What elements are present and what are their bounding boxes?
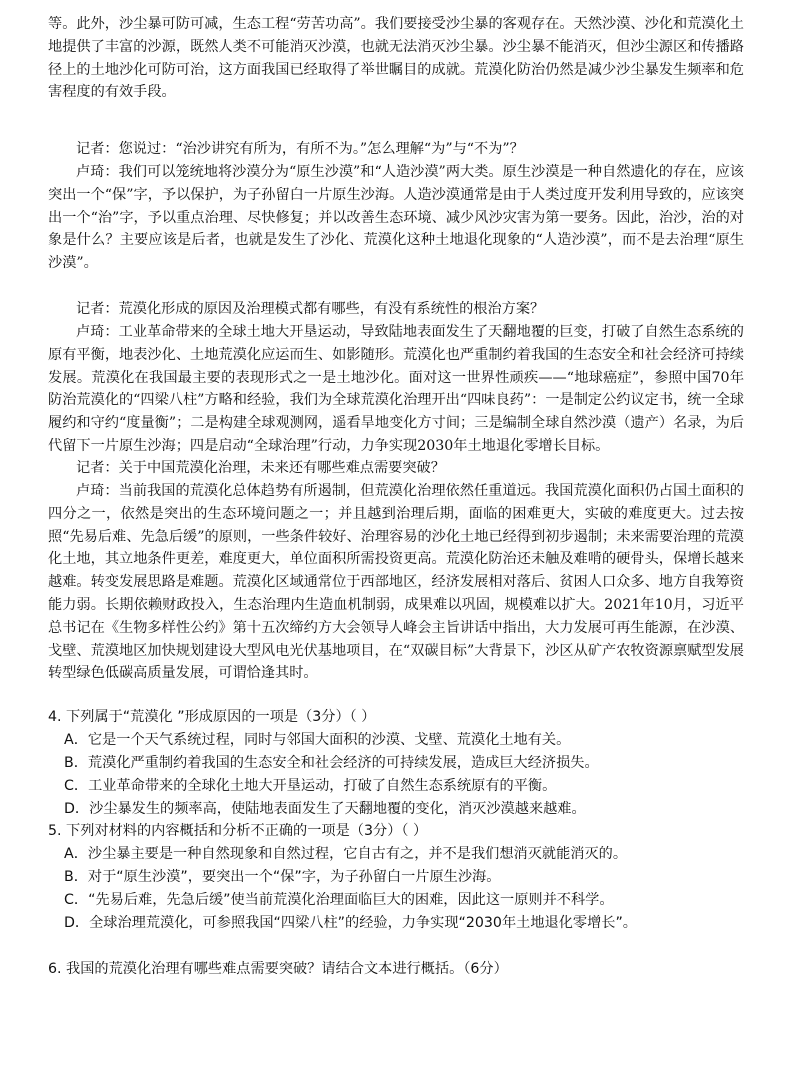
reporter-question-3: 记者：关于中国荒漠化治理，未来还有哪些难点需要突破？	[76, 460, 445, 476]
question-4-option-b[interactable]: B．荒漠化严重制约着我国的生态安全和社会经济的可持续发展，造成巨大经济损失。	[64, 755, 599, 771]
question-4-option-d[interactable]: D．沙尘暴发生的频率高，使陆地表面发生了天翻地覆的变化，消灭沙漠越来越难。	[64, 801, 586, 817]
question-6-stem: 6. 我国的荒漠化治理有哪些难点需要突破？请结合文本进行概括。（6分）	[48, 961, 508, 977]
question-5-option-a[interactable]: A．沙尘暴主要是一种自然现象和自然过程，它自古有之，并不是我们想消灭就能消灭的。	[64, 846, 628, 862]
luqi-answer-1: 卢琦：我们可以笼统地将沙漠分为“原生沙漠”和“人造沙漠”两大类。原生沙漠是一种自然遗化的存在，应该突出一个“保”字，予以保护，为子孙留白一片原生沙海。人造沙漠通常是由于人类过度开发利用导致的，应该突出一个“治”字，予以重点治理、尽快修复；并以改善生态环境、减少风沙灾害为第一要务。因此，治沙，治的对象是什么？主要应该是后者，也就是发生了沙化、荒漠化这种土地退化现象的“人造沙漠”，而不是去治理“原生沙漠”。	[48, 164, 744, 272]
question-5-option-b[interactable]: B．对于“原生沙漠”，要突出一个“保”字，为子孙留白一片原生沙海。	[64, 869, 501, 885]
question-4-option-a[interactable]: A．它是一个天气系统过程，同时与邻国大面积的沙漠、戈壁、荒漠化土地有关。	[64, 732, 571, 748]
question-5-option-c[interactable]: C．“先易后难，先急后缓”使当前荒漠化治理面临巨大的困难，因此这一原则并不科学。	[64, 892, 614, 908]
luqi-answer-2: 卢琦：工业革命带来的全球土地大开垦运动，导致陆地表面发生了天翻地覆的巨变，打破了自然生态系统的原有平衡，地表沙化、土地荒漠化应运而生、如影随形。荒漠化也严重制约着我国的生态安全和社会经济可持续发展。荒漠化在我国最主要的表现形式之一是土地沙化。面对这一世界性顽疾——“地球癌症”，参照中国70年防治荒漠化的“四梁八柱”方略和经验，我们为全球荒漠化治理开出“四味良药”：一是制定公约议定书，统一全球履约和守约“度量衡”；二是构建全球观测网，遥看旱地变化方寸间；三是编制全球自然沙漠（遗产）名录，为后代留下一片原生沙海；四是启动“全球治理”行动，力争实现2030年土地退化零增长目标。	[48, 324, 745, 454]
reporter-question-1: 记者：您说过：“治沙讲究有所为，有所不为。”怎么理解“为”与“不为”？	[76, 141, 524, 157]
article-paragraph-1: 等。此外，沙尘暴可防可减，生态工程“劳苦功高”。我们要接受沙尘暴的客观存在。天然沙漠、沙化和荒漠化土地提供了丰富的沙源，既然人类不可能消灭沙漠，也就无法消灭沙尘暴。沙尘暴不能消灭，但沙尘源区和传播路径上的土地沙化可防可治，这方面我国已经取得了举世瞩目的成就。荒漠化防治仍然是减少沙尘暴发生频率和危害程度的有效手段。	[48, 16, 744, 101]
question-4-stem: 4. 下列属于“荒漠化 ”形成原因的一项是（3分）（ ）	[48, 709, 376, 725]
luqi-answer-3: 卢琦：当前我国的荒漠化总体趋势有所遏制，但荒漠化治理依然任重道远。我国荒漠化面积仍占国土面积的四分之一，依然是突出的生态环境问题之一；并且越到治理后期，面临的困难更大，实破的难度更大。过去按照“先易后难、先急后缓”的原则，一些条件较好、治理容易的沙化土地已经得到初步遏制；未来需要治理的荒漠化土地，其立地条件更差，难度更大，单位面积所需投资更高。荒漠化防治还未触及难啃的硬骨头，保增长越来越难。转变发展思路是难题。荒漠化区域通常位于西部地区，经济发展相对落后、贫困人口众多、地方自我筹资能力弱。长期依赖财政投入，生态治理内生造血机制弱，成果难以巩固，规模难以扩大。2021年10月，习近平总书记在《生物多样性公约》第十五次缔约方大会领导人峰会主旨讲话中指出，大力发展可再生能源，在沙漠、戈壁、荒漠地区加快规划建设大型风电光伏基地项目，在“双碳目标”大背景下，沙区从矿产农牧资源禀赋型发展转型绿色低碳高质量发展，可谓恰逢其时。	[48, 483, 744, 682]
question-5-option-d[interactable]: D．全球治理荒漠化，可参照我国“四梁八柱”的经验，力争实现“2030年土地退化零增长”。	[64, 915, 637, 931]
question-5-stem: 5. 下列对材料的内容概括和分析不正确的一项是（3分）（ ）	[48, 823, 428, 839]
question-4-option-c[interactable]: C．工业革命带来的全球化土地大开垦运动，打破了自然生态系统原有的平衡。	[64, 778, 557, 794]
reporter-question-2: 记者：荒漠化形成的原因及治理模式都有哪些，有没有系统性的根治方案？	[76, 301, 545, 317]
